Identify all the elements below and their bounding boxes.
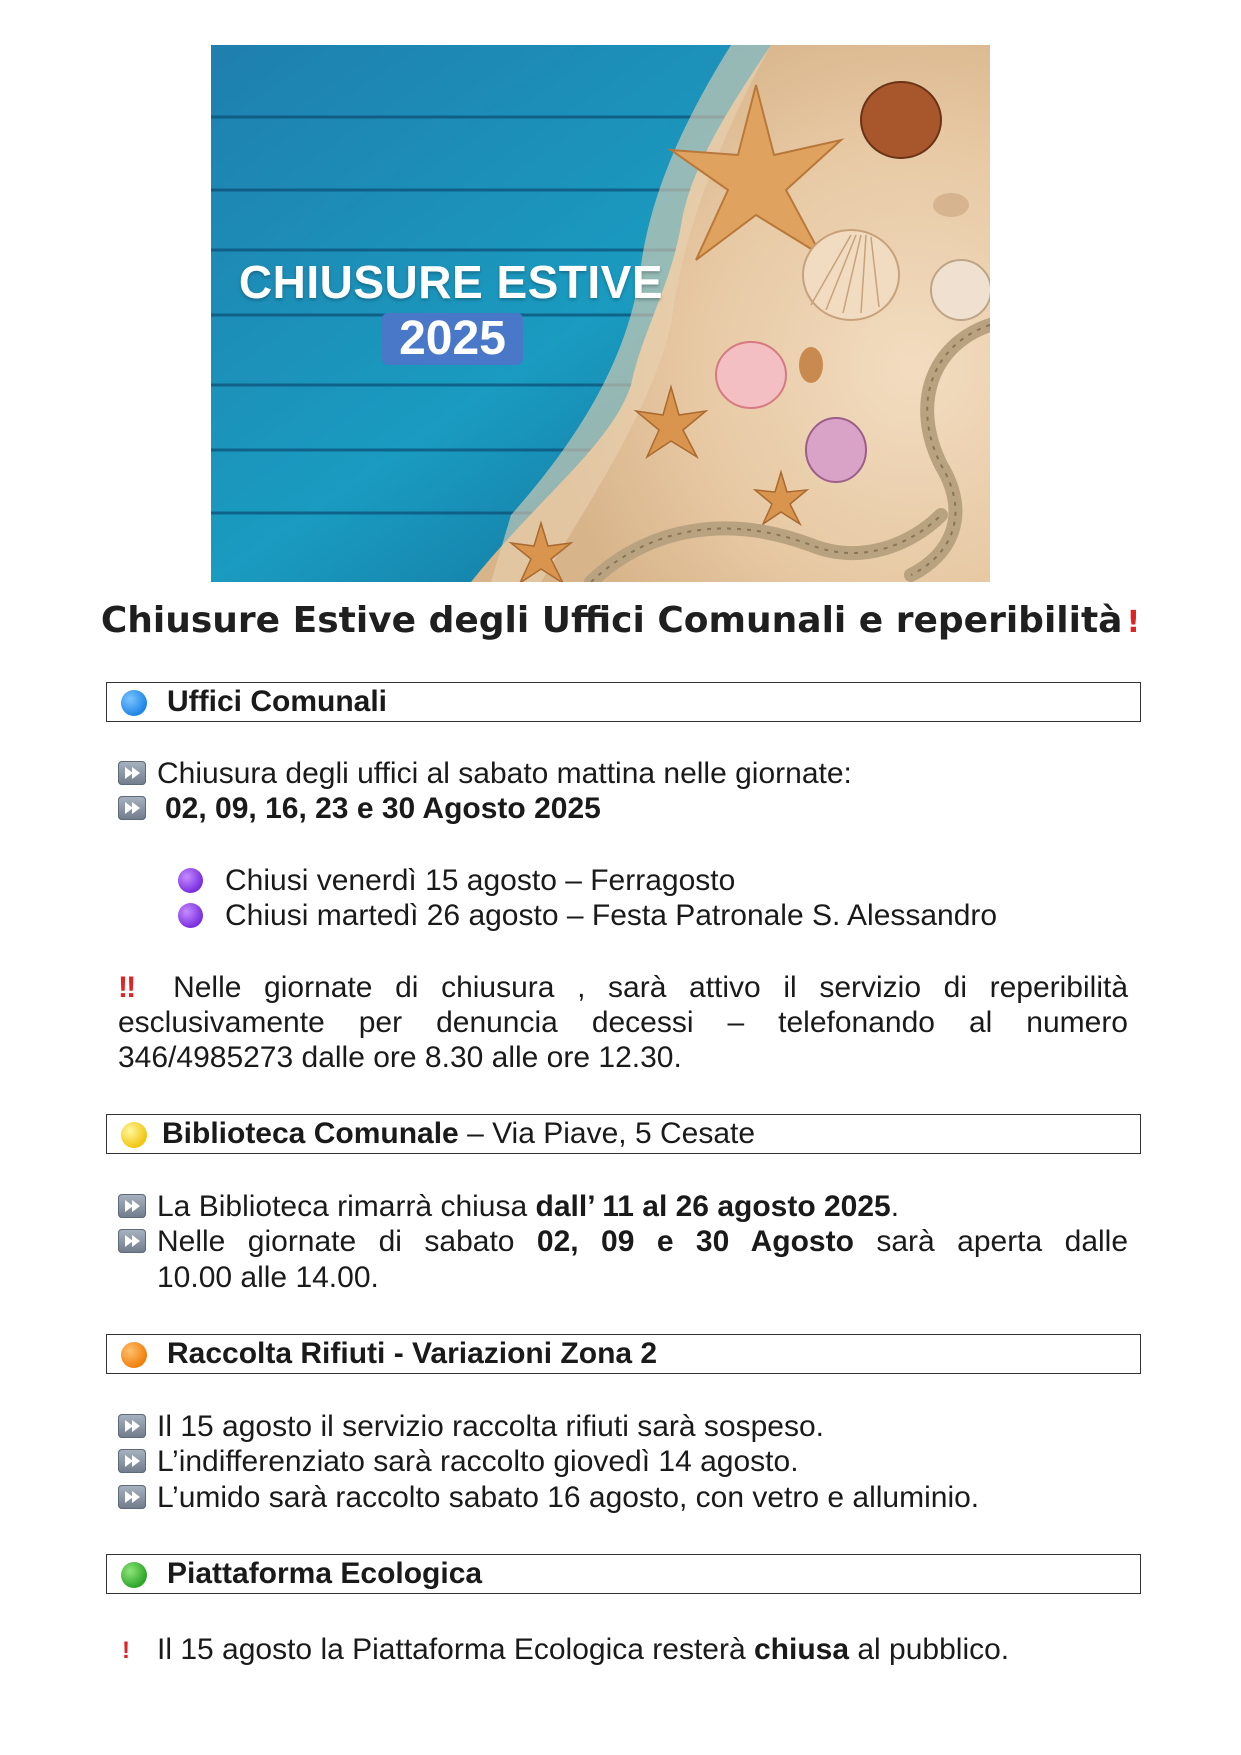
yellow-circle-icon <box>121 1122 147 1148</box>
section-header-biblioteca <box>106 1114 1141 1154</box>
banner-image <box>211 45 990 582</box>
purple-circle-icon <box>178 903 203 928</box>
fast-forward-icon <box>118 796 146 820</box>
biblioteca-line-3: 10.00 alle 14.00. <box>157 1261 379 1294</box>
fast-forward-icon <box>118 1194 146 1218</box>
uffici-line-1: Chiusura degli uffici al sabato mattina nelle giornate: <box>157 757 852 790</box>
fast-forward-icon <box>118 1485 146 1509</box>
section-title-uffici: Uffici Comunali <box>167 685 388 718</box>
fast-forward-icon <box>118 761 146 785</box>
reperibilita-note <box>118 970 1128 1075</box>
fast-forward-icon <box>118 1229 146 1253</box>
biblioteca-address: – Via Piave, 5 Cesate <box>467 1117 756 1150</box>
piattaforma-line: Il 15 agosto la Piattaforma Ecologica resterà chiusa al pubblico. <box>157 1633 1010 1666</box>
section-title-biblioteca: Biblioteca Comunale – Via Piave, 5 Cesate <box>162 1117 756 1150</box>
section-header-rifiuti <box>106 1334 1141 1374</box>
banner-title: CHIUSURE ESTIVE <box>238 256 664 308</box>
green-circle-icon <box>121 1562 147 1588</box>
section-title-rifiuti: Raccolta Rifiuti - Variazioni Zona 2 <box>167 1337 658 1370</box>
fast-forward-icon <box>118 1414 146 1438</box>
section-header-piattaforma <box>106 1554 1141 1594</box>
rifiuti-line: Il 15 agosto il servizio raccolta rifiuti sarà sospeso. <box>157 1410 824 1443</box>
summer-beach-illustration <box>211 45 990 582</box>
closed-day-item: Chiusi venerdì 15 agosto – Ferragosto <box>225 864 736 897</box>
fast-forward-icon <box>118 1449 146 1473</box>
closed-day-item: Chiusi martedì 26 agosto – Festa Patronale S. Alessandro <box>225 899 998 932</box>
page-title <box>0 600 1241 641</box>
biblioteca-line-1: La Biblioteca rimarrà chiusa dall’ 11 al 26 agosto 2025. <box>157 1190 900 1223</box>
exclamation-icon: ! <box>1126 605 1141 640</box>
rifiuti-line: L’indifferenziato sarà raccolto giovedì 14 agosto. <box>157 1445 799 1478</box>
section-title-piattaforma: Piattaforma Ecologica <box>167 1557 483 1590</box>
page-title-text: Chiusure Estive degli Uffici Comunali e reperibilità <box>100 600 1123 641</box>
section-header-uffici <box>106 682 1141 722</box>
double-exclamation-icon: ‼ <box>118 971 151 1004</box>
rifiuti-line: L’umido sarà raccolto sabato 16 agosto, con vetro e alluminio. <box>157 1481 980 1514</box>
purple-circle-icon <box>178 868 203 893</box>
biblioteca-line-2: Nelle giornate di sabato 02, 09 e 30 Agosto sarà aperta dalle <box>157 1225 1129 1258</box>
reperibilita-note-text: Nelle giornate di chiusura , sarà attivo il servizio di reperibilità esclusivamente per denuncia decessi – telefonando al numero 346/4985273 dalle ore 8.30 alle ore 12.30. <box>118 971 1129 1074</box>
blue-circle-icon <box>121 690 147 716</box>
uffici-line-2-dates: 02, 09, 16, 23 e 30 Agosto 2025 <box>165 792 601 825</box>
orange-circle-icon <box>121 1342 147 1368</box>
banner-year-badge: 2025 <box>382 313 523 365</box>
exclamation-icon: ! <box>122 1637 130 1664</box>
